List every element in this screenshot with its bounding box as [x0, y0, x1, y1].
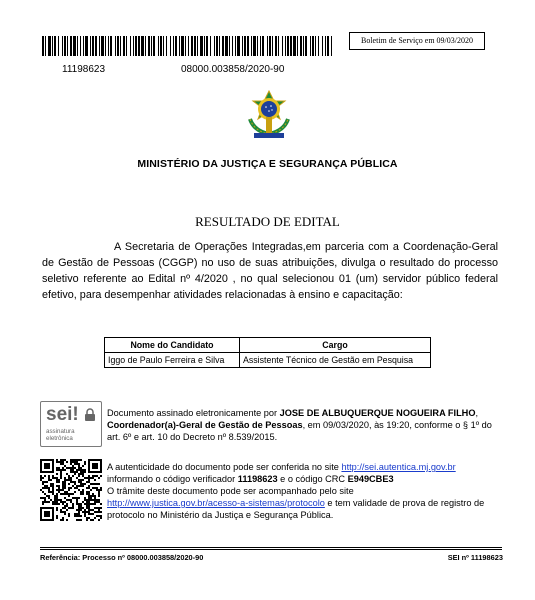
- bulletin-box: Boletim de Serviço em 09/03/2020: [349, 32, 485, 50]
- ministry-heading: MINISTÉRIO DA JUSTIÇA E SEGURANÇA PÚBLICA: [137, 158, 398, 170]
- authenticity-statement: [107, 461, 507, 521]
- signer-name: JOSE DE ALBUQUERQUE NOGUEIRA FILHO: [279, 408, 476, 418]
- document-title: RESULTADO DE EDITAL: [195, 214, 340, 229]
- table-header-row: [105, 338, 431, 353]
- signer-role: Coordenador(a)-Geral de Gestão de Pessoas: [107, 420, 303, 430]
- auth-text-1: A autenticidade do documento pode ser conferida no site: [107, 462, 342, 472]
- qr-code-icon: [40, 459, 102, 521]
- footer-sei-number: SEI nº 11198623: [447, 553, 503, 562]
- sei-logo-subtitle: assinatura eletrônica: [46, 428, 75, 442]
- candidate-table: [104, 337, 431, 368]
- process-number: 08000.003858/2020-90: [181, 64, 285, 75]
- candidate-role-cell: Assistente Técnico de Gestão em Pesquisa: [240, 353, 431, 368]
- signature-suffix: , em 09/03/2020, às 19:20, conforme o § 1º do art. 6º e art. 10 do Decreto nº 8.539/2015.: [107, 420, 492, 442]
- crc-code: E949CBE3: [347, 474, 394, 484]
- brazil-coat-of-arms-icon: [244, 89, 294, 141]
- sei-signature-logo: [40, 401, 102, 447]
- auth-text-3: e o código CRC: [277, 474, 348, 484]
- signature-prefix: Documento assinado eletronicamente por: [107, 408, 280, 418]
- auth-text-2: informando o código verificador: [107, 474, 238, 484]
- auth-text-4: O trâmite deste documento pode ser acompanhado pelo site: [107, 486, 354, 496]
- lock-icon: [84, 408, 96, 422]
- barcode-number: 11198623: [62, 64, 106, 75]
- sei-logo-word: sei!: [46, 404, 79, 425]
- table-row: [105, 353, 431, 368]
- document-body: A Secretaria de Operações Integradas,em parceria com a Coordenação-Geral de Gestão de Pessoas (CGGP) no uso de suas atribuições, divulga o resultado do processo seletivo referente ao Edital nº 4/2020 , no qual selecionou 01 (um) servidor público federal efetivo, para desempenhar atividades relacionadas à ensino e capacitação:: [42, 241, 498, 301]
- auth-text-5: e tem validade de prova de registro de protocolo no Ministério da Justiça e Segurança Pública.: [107, 498, 485, 520]
- column-header-name: Nome do Candidato: [105, 338, 240, 353]
- candidate-name-cell: Iggo de Paulo Ferreira e Silva: [105, 353, 240, 368]
- column-header-role: Cargo: [240, 338, 431, 353]
- sei-autentica-link[interactable]: http://sei.autentica.mj.gov.br: [341, 462, 456, 472]
- footer-reference: Referência: Processo nº 08000.003858/2020-90: [40, 553, 204, 562]
- signature-statement: Documento assinado eletronicamente por JOSE DE ALBUQUERQUE NOGUEIRA FILHO, Coordenador(a)-Geral de Gestão de Pessoas, em 09/03/2020, às 19:20, conforme o § 1º do art. 6º e art. 10 do Decreto nº 8.539/2015.: [107, 408, 492, 442]
- protocol-link[interactable]: http://www.justica.gov.br/acesso-a-sistemas/protocolo: [107, 498, 325, 508]
- footer-rule: [40, 549, 502, 550]
- verifier-code: 11198623: [237, 474, 278, 484]
- footer-rule: [40, 547, 502, 548]
- barcode: [42, 36, 332, 56]
